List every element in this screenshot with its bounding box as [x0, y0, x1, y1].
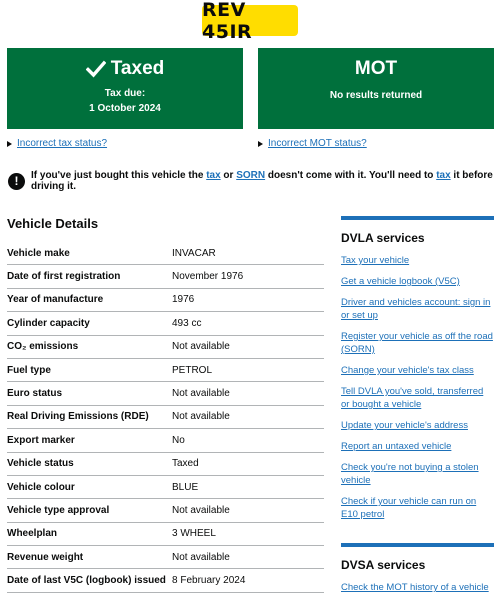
tax-link-2[interactable]: tax — [436, 170, 451, 181]
number-plate: REV 45IR — [202, 5, 298, 36]
row-label: Vehicle make — [7, 242, 172, 265]
table-row — [7, 288, 324, 311]
vehicle-details-table — [7, 242, 324, 593]
incorrect-mot-status-link[interactable] — [258, 138, 367, 149]
dvsa-service-link[interactable]: Check the MOT history of a vehicle — [341, 582, 489, 593]
row-label: Fuel type — [7, 358, 172, 381]
mot-status-title: MOT — [354, 58, 398, 79]
dvla-services-heading: DVLA services — [341, 231, 425, 245]
table-row — [7, 405, 324, 428]
row-value: Not available — [172, 382, 324, 405]
row-value: Not available — [172, 335, 324, 358]
list-item — [341, 495, 494, 521]
warning-text-part: If you've just bought this vehicle the — [31, 170, 207, 181]
table-row — [7, 429, 324, 452]
warning-text-part: or — [220, 170, 237, 181]
list-item — [341, 330, 494, 356]
table-row — [7, 452, 324, 475]
warning-text-part: it before driving it. — [31, 170, 493, 192]
row-value: BLUE — [172, 475, 324, 498]
row-value: PETROL — [172, 358, 324, 381]
mot-status-panel — [258, 48, 494, 129]
dvla-service-link[interactable]: Report an untaxed vehicle — [341, 441, 452, 452]
table-row — [7, 569, 324, 592]
sorn-link[interactable]: SORN — [236, 170, 266, 181]
row-label: Vehicle colour — [7, 475, 172, 498]
row-value: Not available — [172, 405, 324, 428]
disclosure-triangle-icon — [7, 141, 12, 147]
table-row — [7, 499, 324, 522]
incorrect-tax-status-text[interactable]: Incorrect tax status? — [17, 138, 108, 149]
row-value: 493 cc — [172, 312, 324, 335]
row-label: Vehicle type approval — [7, 499, 172, 522]
dvla-service-link[interactable]: Register your vehicle as off the road (SORN) — [341, 331, 493, 355]
warning-text-part: doesn't come with it. You'll need to — [265, 170, 437, 181]
dvsa-services-panel — [341, 543, 494, 602]
vehicle-details-heading: Vehicle Details — [7, 216, 99, 231]
row-label: Export marker — [7, 429, 172, 452]
dvla-service-link[interactable]: Get a vehicle logbook (V5C) — [341, 276, 460, 287]
dvla-service-link[interactable]: Driver and vehicles account: sign in or set up — [341, 297, 491, 321]
warning-text — [31, 170, 498, 192]
list-item — [341, 296, 494, 322]
tax-status-title — [7, 58, 243, 80]
dvla-service-link[interactable]: Change your vehicle's tax class — [341, 365, 474, 376]
dvla-service-link[interactable]: Tax your vehicle — [341, 255, 410, 266]
table-row — [7, 335, 324, 358]
warning-message — [8, 170, 498, 192]
exclamation-icon: ! — [8, 173, 25, 190]
row-label: Year of manufacture — [7, 288, 172, 311]
dvla-service-link[interactable]: Tell DVLA you've sold, transferred or bought a vehicle — [341, 386, 484, 410]
dvla-service-link[interactable]: Check if your vehicle can run on E10 petrol — [341, 496, 477, 520]
dvsa-services-list — [341, 581, 494, 594]
row-value: Not available — [172, 546, 324, 569]
row-value: No — [172, 429, 324, 452]
mot-status-message: No results returned — [329, 90, 423, 101]
dvla-services-list — [341, 254, 494, 521]
row-label: Cylinder capacity — [7, 312, 172, 335]
list-item — [341, 275, 494, 288]
incorrect-mot-status-text[interactable]: Incorrect MOT status? — [268, 138, 367, 149]
table-row — [7, 382, 324, 405]
row-value: INVACAR — [172, 242, 324, 265]
list-item — [341, 385, 494, 411]
tax-status-panel — [7, 48, 243, 129]
row-label: Wheelplan — [7, 522, 172, 545]
incorrect-tax-status-link[interactable] — [7, 138, 107, 149]
row-label: Vehicle status — [7, 452, 172, 475]
row-label: Date of first registration — [7, 265, 172, 288]
list-item — [341, 581, 494, 594]
row-value: Not available — [172, 499, 324, 522]
list-item — [341, 461, 494, 487]
dvsa-services-heading: DVSA services — [341, 558, 426, 572]
tick-icon — [86, 60, 106, 78]
row-value: November 1976 — [172, 265, 324, 288]
dvla-service-link[interactable]: Update your vehicle's address — [341, 420, 468, 431]
row-value: 3 WHEEL — [172, 522, 324, 545]
table-row — [7, 265, 324, 288]
dvla-services-panel — [341, 216, 494, 529]
list-item — [341, 364, 494, 377]
tax-due-label: Tax due: — [104, 88, 146, 99]
row-label: Euro status — [7, 382, 172, 405]
row-label: Date of last V5C (logbook) issued — [7, 569, 172, 592]
tax-link[interactable]: tax — [206, 170, 221, 181]
dvla-service-link[interactable]: Check you're not buying a stolen vehicle — [341, 462, 479, 486]
row-label: CO₂ emissions — [7, 335, 172, 358]
list-item — [341, 440, 494, 453]
table-row — [7, 312, 324, 335]
row-label: Real Driving Emissions (RDE) — [7, 405, 172, 428]
row-value: Taxed — [172, 452, 324, 475]
list-item — [341, 254, 494, 267]
row-value: 8 February 2024 — [172, 569, 324, 592]
tax-status-label: Taxed — [110, 58, 165, 79]
table-row — [7, 546, 324, 569]
table-row — [7, 522, 324, 545]
list-item — [341, 419, 494, 432]
tax-due-date: 1 October 2024 — [89, 103, 161, 114]
row-value: 1976 — [172, 288, 324, 311]
disclosure-triangle-icon — [258, 141, 263, 147]
table-row — [7, 475, 324, 498]
table-row — [7, 358, 324, 381]
table-row — [7, 242, 324, 265]
row-label: Revenue weight — [7, 546, 172, 569]
